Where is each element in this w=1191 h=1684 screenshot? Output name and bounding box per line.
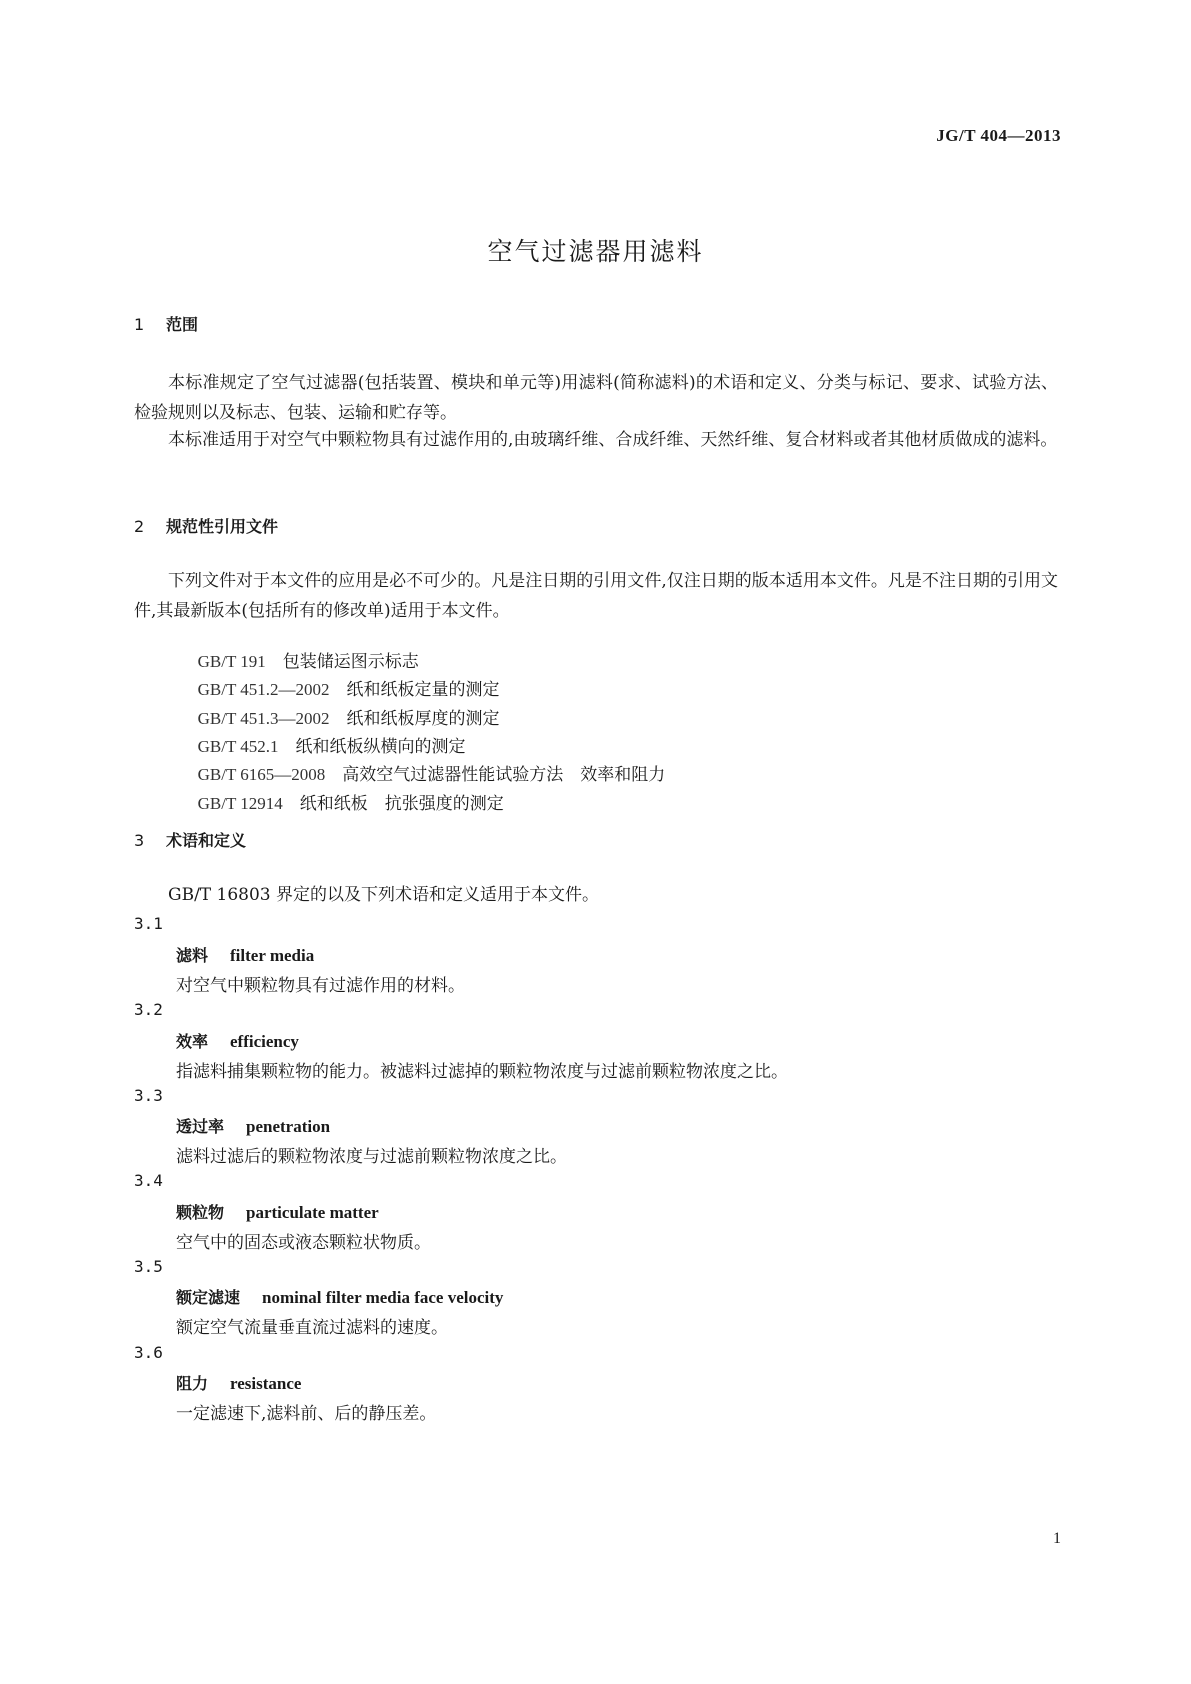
reference-code: GB/T 191 [197, 652, 266, 671]
term-definition: 一定滤速下,滤料前、后的静压差。 [176, 1404, 437, 1424]
reference-code: GB/T 451.3—2002 [197, 709, 330, 728]
section-heading-terms [134, 828, 246, 851]
term-name [176, 1371, 301, 1394]
term-name [176, 1285, 503, 1308]
term-definition: 滤料过滤后的颗粒物浓度与过滤前颗粒物浓度之比。 [176, 1147, 567, 1167]
normative-intro: 下列文件对于本文件的应用是必不可少的。凡是注日期的引用文件,仅注日期的版本适用本文件。凡是不注日期的引用文件,其最新版本(包括所有的修改单)适用于本文件。 [134, 571, 1058, 621]
term-definition: 额定空气流量垂直流过滤料的速度。 [176, 1318, 448, 1338]
document-title: 空气过滤器用滤料 [487, 237, 704, 266]
term-zh: 效率 [176, 1032, 209, 1051]
reference-item [176, 769, 504, 834]
term-number: 3.1 [134, 914, 163, 933]
reference-code: GB/T 451.2—2002 [197, 680, 330, 699]
term-en: filter media [230, 946, 315, 965]
reference-title: 纸和纸板纵横向的测定 [295, 737, 466, 757]
reference-code: GB/T 12914 [197, 794, 283, 813]
term-name [176, 943, 314, 966]
term-number: 3.3 [134, 1086, 163, 1105]
reference-code: GB/T 452.1 [197, 737, 279, 756]
term-en: penetration [246, 1117, 331, 1136]
term-name [176, 1114, 330, 1137]
standard-code: JG/T 404—2013 [936, 126, 1061, 145]
term-en: particulate matter [246, 1203, 379, 1222]
section-number: 3 [134, 831, 145, 850]
page-number: 1 [1053, 1530, 1061, 1547]
section-heading-scope [134, 312, 198, 335]
term-zh: 透过率 [176, 1117, 225, 1136]
term-zh: 颗粒物 [176, 1203, 225, 1222]
scope-paragraph-1: 本标准规定了空气过滤器(包括装置、模块和单元等)用滤料(简称滤料)的术语和定义、分类与标记、要求、试验方法、检验规则以及标志、包装、运输和贮存等。 [134, 373, 1058, 423]
term-zh: 阻力 [176, 1374, 209, 1393]
term-zh: 滤料 [176, 946, 209, 965]
term-en: nominal filter media face velocity [262, 1288, 504, 1307]
term-name [176, 1029, 299, 1052]
term-number: 3.2 [134, 1000, 163, 1019]
section-number: 1 [134, 315, 145, 334]
term-definition: 对空气中颗粒物具有过滤作用的材料。 [176, 976, 465, 996]
term-en: efficiency [230, 1032, 299, 1051]
section-title: 规范性引用文件 [166, 517, 279, 536]
term-definition: 空气中的固态或液态颗粒状物质。 [176, 1233, 431, 1253]
scope-paragraph-2: 本标准适用于对空气中颗粒物具有过滤作用的,由玻璃纤维、合成纤维、天然纤维、复合材料或者其他材质做成的滤料。 [168, 430, 1058, 450]
terms-intro: GB/T 16803 界定的以及下列术语和定义适用于本文件。 [168, 885, 600, 905]
reference-code: GB/T 6165—2008 [197, 765, 326, 784]
reference-title: 包装储运图示标志 [282, 652, 419, 672]
section-heading-normative-references [134, 514, 278, 537]
term-en: resistance [230, 1374, 302, 1393]
reference-title: 纸和纸板厚度的测定 [346, 709, 500, 729]
reference-title: 纸和纸板定量的测定 [346, 680, 500, 700]
term-definition: 指滤料捕集颗粒物的能力。被滤料过滤掉的颗粒物浓度与过滤前颗粒物浓度之比。 [176, 1062, 788, 1082]
term-zh: 额定滤速 [176, 1288, 241, 1307]
reference-title: 高效空气过滤器性能试验方法 效率和阻力 [342, 765, 666, 785]
term-number: 3.5 [134, 1257, 163, 1276]
term-number: 3.6 [134, 1343, 163, 1362]
section-number: 2 [134, 517, 145, 536]
section-title: 术语和定义 [166, 831, 247, 850]
term-number: 3.4 [134, 1171, 163, 1190]
reference-title: 纸和纸板 抗张强度的测定 [299, 794, 504, 814]
section-title: 范围 [166, 315, 199, 334]
term-name [176, 1200, 379, 1223]
